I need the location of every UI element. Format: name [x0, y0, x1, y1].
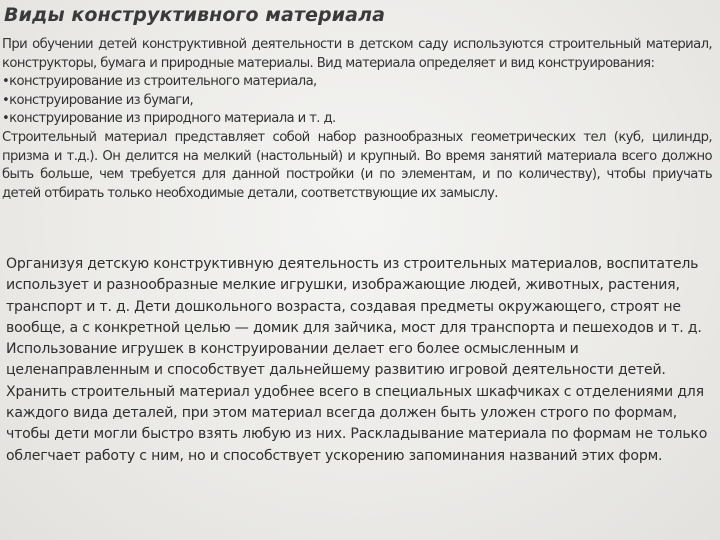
list-item: •конструирование из природного материала и т. д.	[2, 111, 336, 127]
organization-block	[6, 254, 712, 467]
intro-paragraph: При обучении детей конструктивной деятельности в детском саду используются строительный материал, конструкторы, бумага и природные материалы. Вид материала определяет и вид конструирования:	[2, 37, 712, 71]
list-item: •конструирование из строительного материала,	[2, 74, 317, 90]
intro-block	[2, 36, 712, 203]
building-material-paragraph: Строительный материал представляет собой набор разнообразных геометрических тел (куб, цилиндр, призма и т.д.). Он делится на мелкий (настольный) и крупный. Во время занятий материала всего должно быть больше, чем требуется для данной постройки (и по элементам, и по количеству), чтобы приучать детей отбирать только необходимые детали, соответствующие их замыслу.	[2, 129, 712, 201]
construction-types-list	[2, 73, 712, 129]
list-item: •конструирование из бумаги,	[2, 92, 194, 108]
organization-paragraph: Организуя детскую конструктивную деятельность из строительных материалов, воспитатель использует и разнообразные мелкие игрушки, изображающие людей, животных, растения, транспорт и т. д. Дети дошкольного возраста, создавая предметы окружающего, строят не вообще, а с конкретной целью — домик для зайчика, мост для транспорта и пешеходов и т. д. Использование игрушек в конструировании делает его более осмысленным и целенаправленным и способствует дальнейшему развитию игровой деятельности детей. Хранить строительный материал удобнее всего в специальных шкафчиках с отделениями для каждого вида деталей, при этом материал всегда должен быть уложен строго по формам, чтобы дети могли быстро взять любую из них. Раскладывание материала по формам не только облегчает работу с ним, но и способствует ускорению запоминания названий этих форм.	[6, 256, 708, 464]
slide-title: Виды конструктивного материала	[4, 4, 386, 26]
